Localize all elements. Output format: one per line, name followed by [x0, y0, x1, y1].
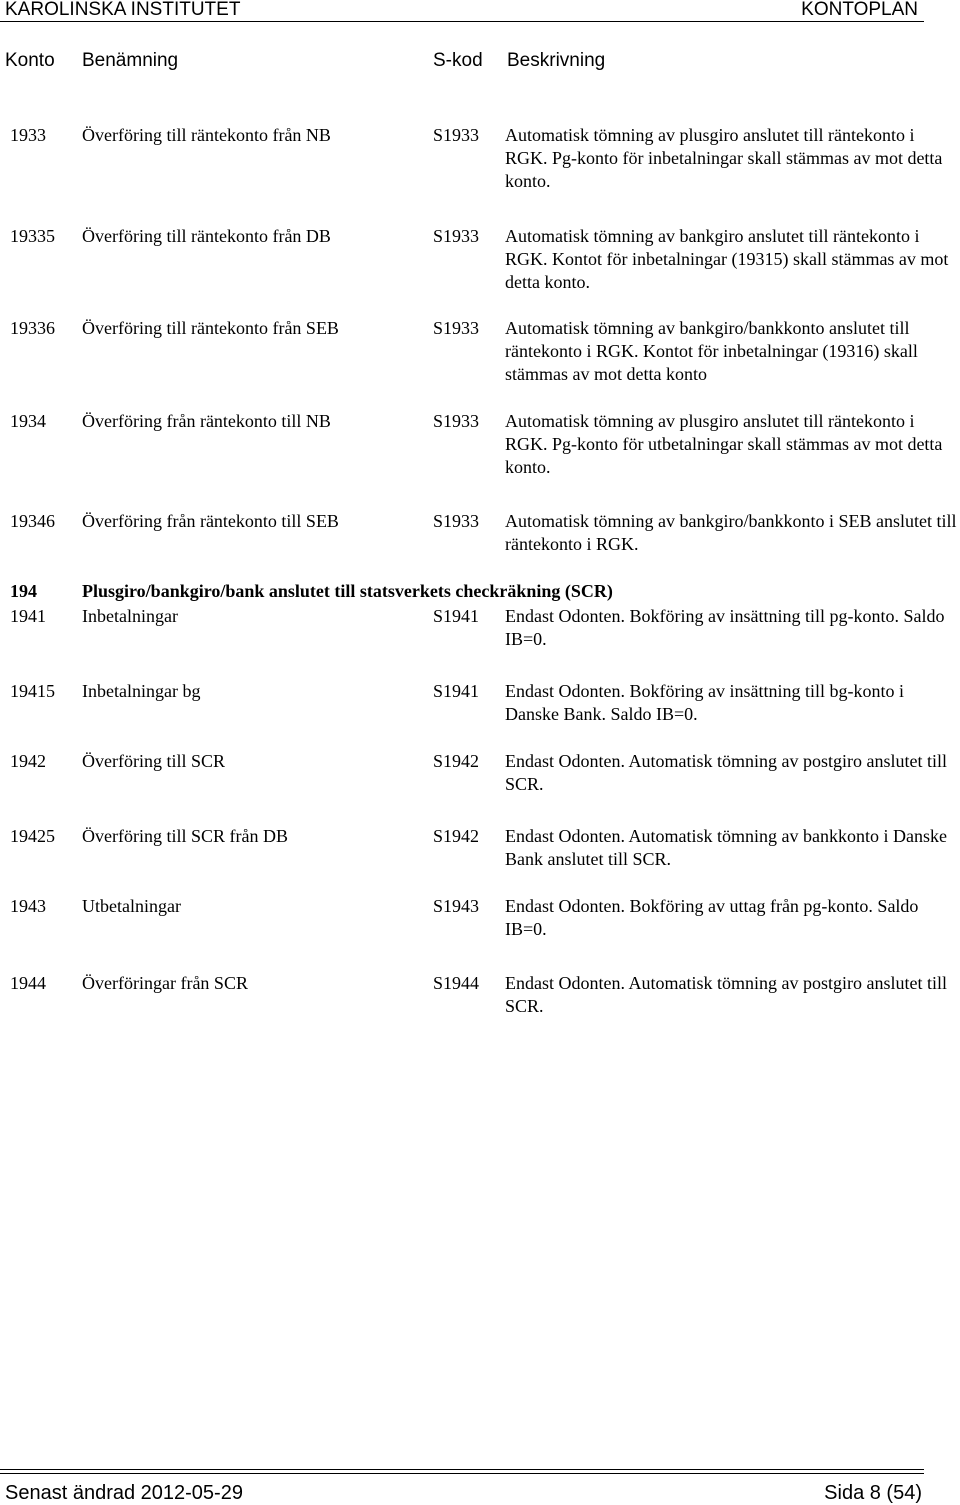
row-beskrivning: Automatisk tömning av bankgiro anslutet till räntekonto i RGK. Kontot för inbetalningar (19315) skall stämmas av mot detta konto.: [505, 226, 949, 292]
footer-divider-top: [0, 1469, 924, 1470]
row-skod: S1942: [433, 751, 480, 771]
footer-divider-bottom: [0, 1473, 924, 1474]
row-konto: 1941: [10, 606, 46, 626]
row-beskrivning: Endast Odonten. Bokföring av uttag från pg-konto. Saldo IB=0.: [505, 896, 919, 939]
section-konto: 194: [10, 581, 37, 601]
row-beskrivning: Automatisk tömning av bankgiro/bankkonto anslutet till räntekonto i RGK. Kontot för inbetalningar (19316) skall stämmas av mot detta konto: [505, 318, 918, 384]
row-benamning: Överföring från räntekonto till NB: [82, 411, 331, 431]
row-beskrivning: Endast Odonten. Automatisk tömning av bankkonto i Danske Bank anslutet till SCR.: [505, 826, 947, 869]
row-beskrivning: Endast Odonten. Automatisk tömning av postgiro anslutet till SCR.: [505, 751, 947, 794]
row-beskrivning: Automatisk tömning av bankgiro/bankkonto i SEB anslutet till räntekonto i RGK.: [505, 511, 957, 554]
row-konto: 1943: [10, 896, 46, 916]
column-header-beskrivning: Beskrivning: [507, 50, 606, 71]
row-benamning: Överföring från räntekonto till SEB: [82, 511, 339, 531]
section-title: Plusgiro/bankgiro/bank anslutet till statsverkets checkräkning (SCR): [82, 581, 613, 601]
footer-page-number: Sida 8 (54): [824, 1482, 922, 1504]
row-benamning: Utbetalningar: [82, 896, 181, 916]
row-skod: S1941: [433, 606, 480, 626]
row-skod: S1943: [433, 896, 480, 916]
row-konto: 1942: [10, 751, 46, 771]
column-header-benamning: Benämning: [82, 50, 179, 71]
header-divider: [0, 21, 924, 22]
row-skod: S1933: [433, 411, 480, 431]
row-beskrivning: Automatisk tömning av plusgiro anslutet till räntekonto i RGK. Pg-konto för inbetalningar skall stämmas av mot detta konto.: [505, 125, 943, 191]
row-skod: S1933: [433, 226, 480, 246]
row-skod: S1944: [433, 973, 480, 993]
row-benamning: Överföringar från SCR: [82, 973, 248, 993]
column-header-skod: S-kod: [433, 50, 483, 71]
row-beskrivning: Endast Odonten. Bokföring av insättning till pg-konto. Saldo IB=0.: [505, 606, 945, 649]
row-benamning: Överföring till räntekonto från SEB: [82, 318, 339, 338]
row-beskrivning: Endast Odonten. Bokföring av insättning till bg-konto i Danske Bank. Saldo IB=0.: [505, 681, 904, 724]
header-document-title: KONTOPLAN: [801, 0, 918, 20]
row-benamning: Överföring till räntekonto från NB: [82, 125, 331, 145]
row-konto: 1934: [10, 411, 46, 431]
row-konto: 19425: [10, 826, 55, 846]
row-konto: 1944: [10, 973, 46, 993]
row-konto: 19335: [10, 226, 55, 246]
row-beskrivning: Endast Odonten. Automatisk tömning av postgiro anslutet till SCR.: [505, 973, 947, 1016]
column-header-konto: Konto: [5, 50, 55, 71]
footer-last-changed: Senast ändrad 2012-05-29: [5, 1482, 243, 1504]
row-skod: S1933: [433, 125, 480, 145]
row-benamning: Inbetalningar bg: [82, 681, 201, 701]
row-beskrivning: Automatisk tömning av plusgiro anslutet till räntekonto i RGK. Pg-konto för utbetalningar skall stämmas av mot detta konto.: [505, 411, 943, 477]
row-konto: 19415: [10, 681, 55, 701]
row-benamning: Överföring till räntekonto från DB: [82, 226, 331, 246]
row-konto: 19346: [10, 511, 55, 531]
row-benamning: Överföring till SCR: [82, 751, 225, 771]
row-konto: 1933: [10, 125, 46, 145]
row-benamning: Inbetalningar: [82, 606, 178, 626]
row-konto: 19336: [10, 318, 55, 338]
row-skod: S1933: [433, 318, 480, 338]
row-skod: S1933: [433, 511, 480, 531]
row-skod: S1942: [433, 826, 480, 846]
header-institution: KAROLINSKA INSTITUTET: [5, 0, 241, 20]
row-benamning: Överföring till SCR från DB: [82, 826, 288, 846]
row-skod: S1941: [433, 681, 480, 701]
